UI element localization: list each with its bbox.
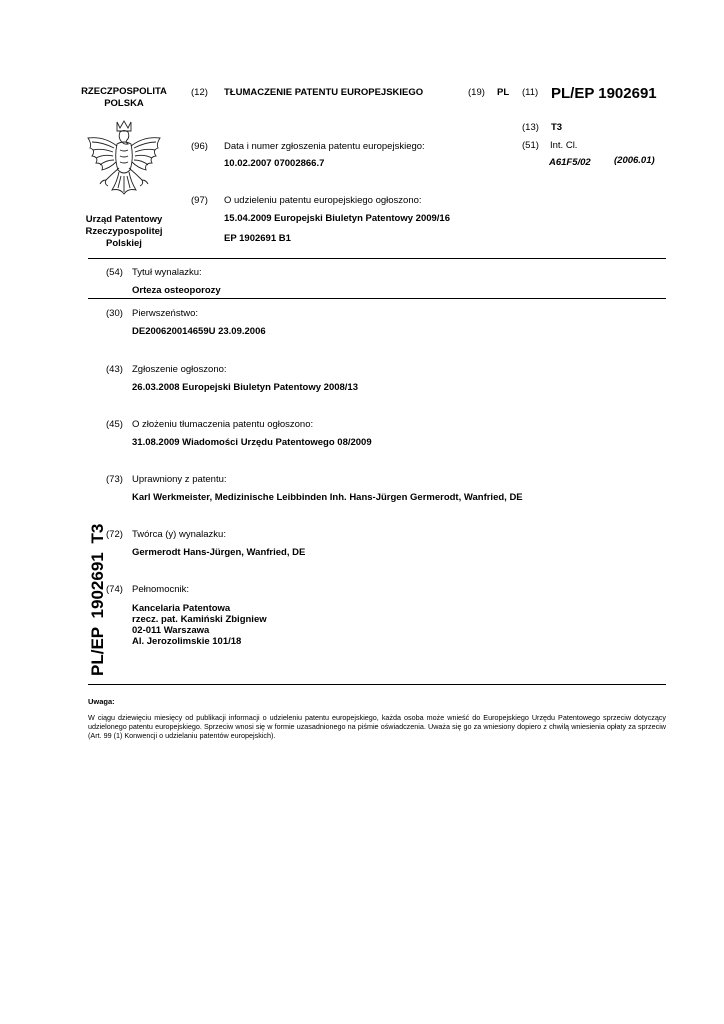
divider-header: [88, 258, 666, 259]
field-code-73: (73): [106, 474, 123, 485]
field-code-72: (72): [106, 529, 123, 540]
note-title: Uwaga:: [88, 697, 115, 706]
filing-label: Data i numer zgłoszenia patentu europejskiego:: [224, 141, 425, 152]
filing-value: 10.02.2007 07002866.7: [224, 158, 325, 169]
field-label-inventor: Twórca (y) wynalazku:: [132, 529, 226, 540]
int-cl-label: Int. Cl.: [550, 140, 578, 151]
country-code: PL: [497, 87, 510, 98]
field-code-30: (30): [106, 308, 123, 319]
field-label-attorney: Pełnomocnik:: [132, 584, 190, 595]
patent-number: PL/EP 1902691: [551, 85, 657, 102]
code-11: (11): [522, 87, 539, 98]
int-cl-version: (2006.01): [614, 155, 655, 166]
country-name-line2: POLSKA: [104, 98, 144, 109]
field-label-translation-filed: O złożeniu tłumaczenia patentu ogłoszono:: [132, 419, 314, 430]
kind-code: T3: [551, 122, 563, 133]
field-label-application-published: Zgłoszenie ogłoszono:: [132, 364, 227, 375]
attorney-line1: Kancelaria Patentowa: [132, 603, 231, 614]
polish-eagle-emblem: [84, 118, 164, 206]
field-label-title: Tytuł wynalazku:: [132, 267, 202, 278]
office-name-line1: Urząd Patentowy: [85, 214, 163, 225]
field-code-74: (74): [106, 584, 123, 595]
invention-title: Orteza osteoporozy: [132, 285, 221, 296]
field-label-priority: Pierwszeństwo:: [132, 308, 198, 319]
field-code-43: (43): [106, 364, 123, 375]
code-51: (51): [522, 140, 539, 151]
grant-label: O udzieleniu patentu europejskiego ogłoszono:: [224, 195, 422, 206]
field-label-proprietor: Uprawniony z patentu:: [132, 474, 227, 485]
note-text: W ciągu dziewięciu miesięcy od publikacji informacji o udzieleniu patentu europejskiego, każda osoba może wnieść do Europejskiego Urzędu Patentowego sprzeciw dotyczący udzielonego patentu europejskiego. Sprzeciw wnosi się w formie uzasadnionego na piśmie oświadczenia. Uważa się go za wniesiony dopiero z chwilą wniesienia opłaty za sprzeciw (Art. 99 (1) Konwencji o udzielaniu patentów europejskich).: [88, 713, 666, 740]
attorney-line2: rzecz. pat. Kamiński Zbigniew: [132, 614, 267, 625]
side-patent-label: PL/EP 1902691 T3: [88, 523, 107, 676]
code-13: (13): [522, 122, 539, 133]
divider-title: [88, 298, 666, 299]
grant-value-ep: EP 1902691 B1: [224, 233, 291, 244]
proprietor-value: Karl Werkmeister, Medizinische Leibbinden Inh. Hans-Jürgen Germerodt, Wanfried, DE: [132, 492, 523, 503]
attorney-line3: 02-011 Warszawa: [132, 625, 210, 636]
priority-value: DE200620014659U 23.09.2006: [132, 326, 266, 337]
field-code-54: (54): [106, 267, 123, 278]
translation-filed-value: 31.08.2009 Wiadomości Urzędu Patentowego 08/2009: [132, 437, 372, 448]
attorney-line4: Al. Jerozolimskie 101/18: [132, 636, 242, 647]
document-type: TŁUMACZENIE PATENTU EUROPEJSKIEGO: [224, 87, 424, 98]
office-name-line2: Rzeczypospolitej: [85, 226, 163, 237]
int-cl-value: A61F5/02: [549, 157, 591, 168]
country-name-line1: RZECZPOSPOLITA: [81, 86, 167, 97]
code-96: (96): [191, 141, 208, 152]
office-name-line3: Polskiej: [106, 238, 142, 249]
code-19: (19): [468, 87, 485, 98]
grant-value-bulletin: 15.04.2009 Europejski Biuletyn Patentowy 2009/16: [224, 213, 451, 224]
code-97: (97): [191, 195, 208, 206]
field-code-45: (45): [106, 419, 123, 430]
inventor-value: Germerodt Hans-Jürgen, Wanfried, DE: [132, 547, 306, 558]
code-12: (12): [191, 87, 208, 98]
divider-footer: [88, 684, 666, 685]
application-published-value: 26.03.2008 Europejski Biuletyn Patentowy 2008/13: [132, 382, 359, 393]
